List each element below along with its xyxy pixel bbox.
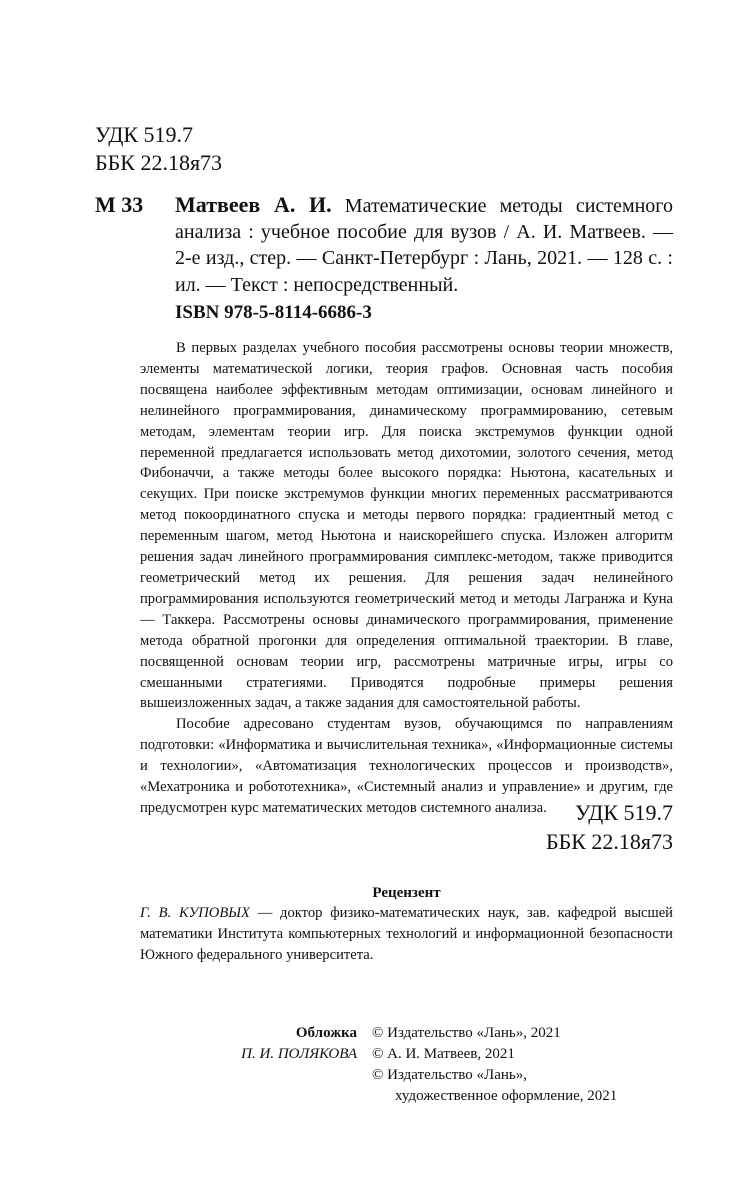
cover-label: Обложка	[295, 1025, 357, 1041]
footer-udk-code: УДК 519.7	[574, 800, 673, 825]
cover-designer: П. И. ПОЛЯКОВА	[241, 1046, 357, 1062]
bbk-code: ББК 22.18я73	[95, 150, 223, 175]
footer-bbk-code: ББК 22.18я73	[545, 829, 673, 854]
abstract	[140, 338, 673, 819]
isbn: ISBN 978-5-8114-6686-3	[175, 302, 372, 323]
reviewer-block	[140, 903, 673, 966]
author-name: Матвеев А. И.	[175, 192, 332, 217]
copyright-design-continued: художественное оформление, 2021	[395, 1088, 618, 1104]
reviewer-name: Г. В. КУПОВЫХ	[140, 905, 250, 921]
reviewer-description: — доктор физико-математических наук, зав. кафедрой высшей математики Института компьютерных технологий и информационной безопасности Южного федерального университета.	[140, 905, 673, 963]
record-description: Математические методы системного анализа : учебное пособие для вузов / А. И. Матвеев. — 2-е изд., стер. — Санкт-Петербург : Лань, 2021. — 128 с. : ил. — Текст : непосредственный.	[175, 195, 674, 296]
copyright-publisher: © Издательство «Лань», 2021	[372, 1025, 561, 1041]
copyright-list	[372, 1023, 682, 1107]
abstract-paragraph-2: Пособие адресовано студентам вузов, обучающимся по направлениям подготовки: «Информатика и вычислительная техника», «Информационные системы и технологии», «Автоматизация технологических процессов и производств», «Мехатроника и робототехника», «Системный анализ и управление» и другим, где предусмотрен курс математических методов системного анализа.	[140, 716, 673, 816]
udk-code: УДК 519.7	[95, 122, 194, 147]
reviewer-heading: Рецензент	[372, 885, 441, 901]
abstract-paragraph-1: В первых разделах учебного пособия рассмотрены основы теории множеств, элементы математической логики, теория графов. Основная часть пособия посвящена наиболее эффективным методам оптимизации, основам линейного и нелинейного программирования, динамическому программированию, сетевым методам, элементам теории игр. Для поиска экстремумов функции одной переменной предлагается использовать метод дихотомии, золотого сечения, метод Фибоначчи, а также методы более высокого порядка: Ньютона, касательных и секущих. При поиске экстремумов функции многих переменных рассматриваются метод покоординатного спуска и методы первого порядка: градиентный метод с переменным шагом, метод Ньютона и наискорейшего спуска. Изложен алгоритм решения задач линейного программирования симплекс-методом, также приводится геометрический метод их решения. Для решения задач нелинейного программирования используются геометрический метод и методы Лагранжа и Куна — Таккера. Рассмотрены основы динамического программирования, применение метода обратной прогонки для определения оптимальной траектории. В главе, посвященной основам теории игр, рассмотрены матричные игры, игры со смешанными стратегиями. Приводятся подробные примеры решения вышеизложенных задач, а также задания для самостоятельной работы.	[140, 340, 673, 712]
copyright-author: © А. И. Матвеев, 2021	[372, 1046, 515, 1062]
bibliographic-record	[175, 192, 673, 298]
copyright-design: © Издательство «Лань»,	[372, 1067, 527, 1083]
author-mark: М 33	[95, 192, 144, 217]
